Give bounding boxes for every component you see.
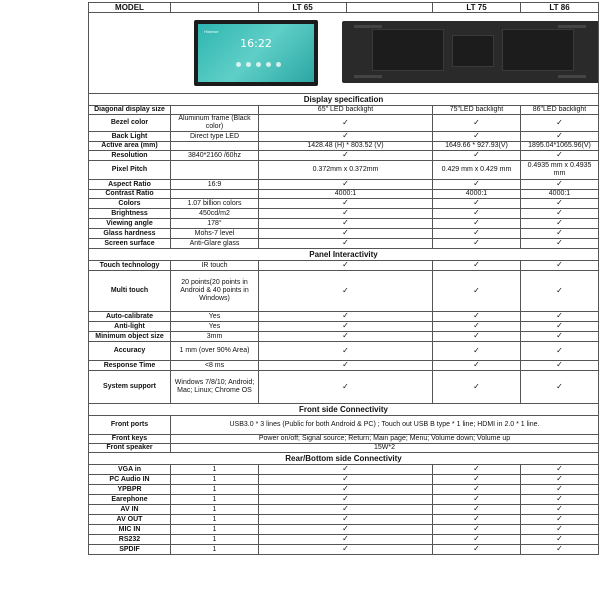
check-icon: ✓ xyxy=(473,331,480,340)
table-row: Front ports USB3.0 * 3 lines (Public for both Android & PC) ; Touch out USB B type * 1 line; HDMI in 2.0 * 1 line. xyxy=(89,416,599,435)
check-icon: ✓ xyxy=(473,504,480,513)
table-row: Anti-light Yes ✓ ✓ ✓ xyxy=(89,322,599,332)
table-row: Colors 1.07 billion colors ✓ ✓ ✓ xyxy=(89,199,599,209)
table-row: Resolution 3840*2160 /60hz ✓ ✓ ✓ xyxy=(89,151,599,161)
check-icon: ✓ xyxy=(473,285,480,295)
section-front: Front side Connectivity xyxy=(89,404,599,416)
table-row: AV IN 1 ✓ ✓ ✓ xyxy=(89,505,599,515)
section-rear: Rear/Bottom side Connectivity xyxy=(89,453,599,465)
check-icon: ✓ xyxy=(473,179,480,188)
table-row: Accuracy 1 mm (over 90% Area) ✓ ✓ ✓ xyxy=(89,342,599,361)
table-row: Screen surface Anti-Glare glass ✓ ✓ ✓ xyxy=(89,239,599,249)
check-icon: ✓ xyxy=(473,238,480,247)
check-icon: ✓ xyxy=(473,311,480,320)
display-back-image xyxy=(342,21,599,83)
check-icon: ✓ xyxy=(473,474,480,483)
check-icon: ✓ xyxy=(473,131,480,140)
check-icon: ✓ xyxy=(556,311,563,320)
check-icon: ✓ xyxy=(473,321,480,330)
lt86-header: LT 86 xyxy=(521,3,599,13)
check-icon: ✓ xyxy=(342,131,349,140)
table-row: Bezel color Aluminum frame (Black color) ✓ ✓ ✓ xyxy=(89,115,599,132)
model-header: MODEL xyxy=(89,3,171,13)
check-icon: ✓ xyxy=(556,524,563,533)
table-row: Active area (mm) 1428.48 (H) * 803.52 (V) 1649.66 * 927.93(V) 1895.04*1065.96(V) xyxy=(89,142,599,151)
check-icon: ✓ xyxy=(342,464,349,473)
table-row: Earephone 1 ✓ ✓ ✓ xyxy=(89,495,599,505)
spec-table xyxy=(88,2,599,555)
table-row: Minimum object size 3mm ✓ ✓ ✓ xyxy=(89,332,599,342)
table-row: System support Windows 7/8/10; Android; Mac; Linux; Chrome OS ✓ ✓ ✓ xyxy=(89,371,599,404)
check-icon: ✓ xyxy=(473,484,480,493)
check-icon: ✓ xyxy=(473,381,480,391)
check-icon: ✓ xyxy=(342,228,349,237)
table-row: Diagonal display size 65" LED backlight 75"LED backlight 86"LED backlight xyxy=(89,106,599,115)
table-row: VGA in 1 ✓ ✓ ✓ xyxy=(89,465,599,475)
check-icon: ✓ xyxy=(473,544,480,553)
table-row: Back Light Direct type LED ✓ ✓ ✓ xyxy=(89,132,599,142)
screen-clock: 16:22 xyxy=(240,37,272,50)
check-icon: ✓ xyxy=(556,285,563,295)
check-icon: ✓ xyxy=(342,238,349,247)
check-icon: ✓ xyxy=(342,381,349,391)
check-icon: ✓ xyxy=(556,331,563,340)
check-icon: ✓ xyxy=(473,150,480,159)
check-icon: ✓ xyxy=(556,484,563,493)
check-icon: ✓ xyxy=(556,360,563,369)
check-icon: ✓ xyxy=(342,218,349,227)
check-icon: ✓ xyxy=(473,464,480,473)
table-row: SPDIF 1 ✓ ✓ ✓ xyxy=(89,545,599,555)
check-icon: ✓ xyxy=(342,345,349,355)
table-row: Response Time <8 ms ✓ ✓ ✓ xyxy=(89,361,599,371)
check-icon: ✓ xyxy=(556,208,563,217)
display-front-image xyxy=(194,20,318,86)
lt65-header: LT 65 xyxy=(259,3,347,13)
table-row: Front speaker 15W*2 xyxy=(89,444,599,453)
check-icon: ✓ xyxy=(556,474,563,483)
table-row: PC Audio IN 1 ✓ ✓ ✓ xyxy=(89,475,599,485)
screen-brand-tag: Hisense xyxy=(204,29,219,34)
product-image-row xyxy=(89,13,599,94)
check-icon: ✓ xyxy=(473,117,480,127)
check-icon: ✓ xyxy=(556,179,563,188)
check-icon: ✓ xyxy=(556,238,563,247)
check-icon: ✓ xyxy=(342,544,349,553)
check-icon: ✓ xyxy=(473,228,480,237)
table-row: YPBPR 1 ✓ ✓ ✓ xyxy=(89,485,599,495)
check-icon: ✓ xyxy=(556,381,563,391)
table-row: Touch technology IR touch ✓ ✓ ✓ xyxy=(89,261,599,271)
check-icon: ✓ xyxy=(473,524,480,533)
product-images xyxy=(91,13,596,93)
check-icon: ✓ xyxy=(556,260,563,269)
check-icon: ✓ xyxy=(342,311,349,320)
check-icon: ✓ xyxy=(473,198,480,207)
check-icon: ✓ xyxy=(556,117,563,127)
table-row: Brightness 450cd/m2 ✓ ✓ ✓ xyxy=(89,209,599,219)
check-icon: ✓ xyxy=(473,345,480,355)
check-icon: ✓ xyxy=(473,208,480,217)
check-icon: ✓ xyxy=(556,228,563,237)
check-icon: ✓ xyxy=(342,484,349,493)
check-icon: ✓ xyxy=(342,514,349,523)
check-icon: ✓ xyxy=(342,260,349,269)
check-icon: ✓ xyxy=(556,131,563,140)
table-row: Glass hardness Mohs-7 level ✓ ✓ ✓ xyxy=(89,229,599,239)
section-display: Display specification xyxy=(89,94,599,106)
check-icon: ✓ xyxy=(556,198,563,207)
check-icon: ✓ xyxy=(342,534,349,543)
table-row: Multi touch 20 points(20 points in Android & 40 points in Windows) ✓ ✓ ✓ xyxy=(89,271,599,312)
table-row: Auto-calibrate Yes ✓ ✓ ✓ xyxy=(89,312,599,322)
check-icon: ✓ xyxy=(556,345,563,355)
table-row: AV OUT 1 ✓ ✓ ✓ xyxy=(89,515,599,525)
table-row: MIC IN 1 ✓ ✓ ✓ xyxy=(89,525,599,535)
check-icon: ✓ xyxy=(342,285,349,295)
check-icon: ✓ xyxy=(556,494,563,503)
check-icon: ✓ xyxy=(342,198,349,207)
check-icon: ✓ xyxy=(473,218,480,227)
check-icon: ✓ xyxy=(342,504,349,513)
check-icon: ✓ xyxy=(342,150,349,159)
screen-app-dots xyxy=(236,62,286,70)
check-icon: ✓ xyxy=(556,321,563,330)
check-icon: ✓ xyxy=(473,534,480,543)
check-icon: ✓ xyxy=(342,117,349,127)
check-icon: ✓ xyxy=(473,360,480,369)
check-icon: ✓ xyxy=(473,494,480,503)
section-panel: Panel Interactivity xyxy=(89,249,599,261)
check-icon: ✓ xyxy=(342,524,349,533)
check-icon: ✓ xyxy=(342,360,349,369)
check-icon: ✓ xyxy=(473,514,480,523)
check-icon: ✓ xyxy=(342,474,349,483)
check-icon: ✓ xyxy=(556,150,563,159)
check-icon: ✓ xyxy=(556,504,563,513)
table-row: Viewing angle 178° ✓ ✓ ✓ xyxy=(89,219,599,229)
table-row: Contrast Ratio 4000:1 4000:1 4000:1 xyxy=(89,190,599,199)
header-row xyxy=(89,3,599,13)
check-icon: ✓ xyxy=(556,534,563,543)
check-icon: ✓ xyxy=(556,514,563,523)
check-icon: ✓ xyxy=(556,544,563,553)
table-row: Aspect Ratio 16:9 ✓ ✓ ✓ xyxy=(89,180,599,190)
check-icon: ✓ xyxy=(342,179,349,188)
check-icon: ✓ xyxy=(556,464,563,473)
check-icon: ✓ xyxy=(473,260,480,269)
check-icon: ✓ xyxy=(556,218,563,227)
table-row: Pixel Pitch 0.372mm x 0.372mm 0.429 mm x 0.429 mm 0.4935 mm x 0.4935 mm xyxy=(89,161,599,180)
lt75-header: LT 75 xyxy=(433,3,521,13)
check-icon: ✓ xyxy=(342,208,349,217)
table-row: Front keys Power on/off; Signal source; Return; Main page; Menu; Volume down; Volume up xyxy=(89,435,599,444)
check-icon: ✓ xyxy=(342,494,349,503)
table-row: RS232 1 ✓ ✓ ✓ xyxy=(89,535,599,545)
check-icon: ✓ xyxy=(342,321,349,330)
check-icon: ✓ xyxy=(342,331,349,340)
